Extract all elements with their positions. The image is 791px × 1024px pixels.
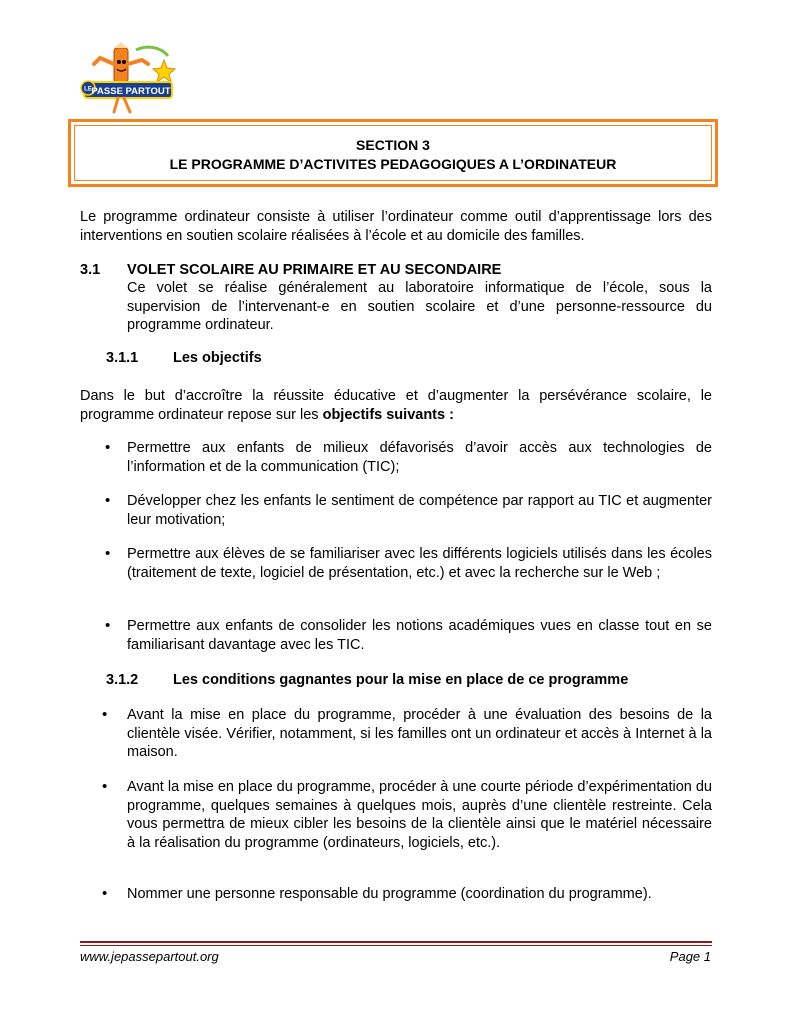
intro-paragraph: Le programme ordinateur consiste à utiliser l’ordinateur comme outil d’apprentissage lors des interventions en soutien scolaire réalisées à l’école et au domicile des familles.: [80, 209, 712, 244]
heading-3-1-number: 3.1: [80, 262, 101, 278]
section-3-1-text: Ce volet se réalise généralement au laboratoire informatique de l’école, sous la supervision de l’intervenant-e en soutien scolaire et d’une personne-ressource du programme ordinateur.: [127, 280, 712, 333]
heading-3-1-2-number: 3.1.2: [106, 672, 139, 688]
section-title: LE PROGRAMME D’ACTIVITES PEDAGOGIQUES A L’ORDINATEUR: [169, 156, 617, 172]
heading-3-1-1-number: 3.1.1: [106, 350, 139, 366]
objective-item-3: Permettre aux élèves de se familiariser avec les différents logiciels utilisés dans les écoles (traitement de texte, logiciel de présentation, etc.) et avec la recherche sur le Web ;: [127, 546, 712, 581]
heading-3-1-title: VOLET SCOLAIRE AU PRIMAIRE ET AU SECONDAIRE: [127, 262, 502, 278]
heading-3-1-2-title: Les conditions gagnantes pour la mise en place de ce programme: [173, 672, 629, 688]
objectives-intro: [80, 387, 712, 424]
objective-item-2: Développer chez les enfants le sentiment de compétence par rapport au TIC et augmenter leur motivation;: [127, 493, 712, 528]
bullet-icon: •: [105, 439, 111, 456]
bullet-icon: •: [105, 545, 111, 562]
bullet-icon: •: [105, 492, 111, 509]
objective-item-4: Permettre aux enfants de consolider les notions académiques vues en classe tout en se familiarisant davantage avec les TIC.: [127, 618, 712, 653]
objectives-intro-bold: objectifs suivants :: [322, 406, 454, 423]
section-number: SECTION 3: [356, 137, 430, 153]
section-header-box: [68, 119, 718, 187]
bullet-icon: •: [102, 706, 108, 723]
logo-badge: LE: [84, 86, 92, 93]
footer-rule-thin: [80, 945, 712, 946]
logo-text: PASSE PARTOUT: [91, 86, 171, 97]
passe-partout-logo: [78, 42, 178, 114]
bullet-icon: •: [102, 885, 108, 902]
heading-3-1-1-title: Les objectifs: [173, 350, 262, 366]
condition-item-3: Nommer une personne responsable du programme (coordination du programme).: [127, 886, 652, 902]
bullet-icon: •: [105, 617, 111, 634]
footer-website-link[interactable]: www.jepassepartout.org: [80, 949, 219, 964]
objective-item-1: Permettre aux enfants de milieux défavorisés d’avoir accès aux technologies de l’information et de la communication (TIC);: [127, 440, 712, 475]
footer-page-number: Page 1: [669, 949, 711, 964]
condition-item-1: Avant la mise en place du programme, procéder à une évaluation des besoins de la clientèle visée. Vérifier, notamment, si les familles ont un ordinateur et accès à Internet à la maison.: [127, 707, 712, 760]
footer-rule: [80, 941, 712, 943]
objectives-intro-text: Dans le but d’accroître la réussite éducative et d’augmenter la persévérance scolaire, le programme ordinateur repose sur les: [80, 388, 712, 423]
condition-item-2: Avant la mise en place du programme, procéder à une courte période d’expérimentation du programme, quelques semaines à quelques mois, auprès d’une clientèle restreinte. Cela vous permettra de mieux cibler les besoins de la clientèle ainsi que le matériel nécessaire à la réalisation du programme (ordinateurs, logiciels, etc.).: [127, 779, 712, 851]
bullet-icon: •: [102, 778, 108, 795]
